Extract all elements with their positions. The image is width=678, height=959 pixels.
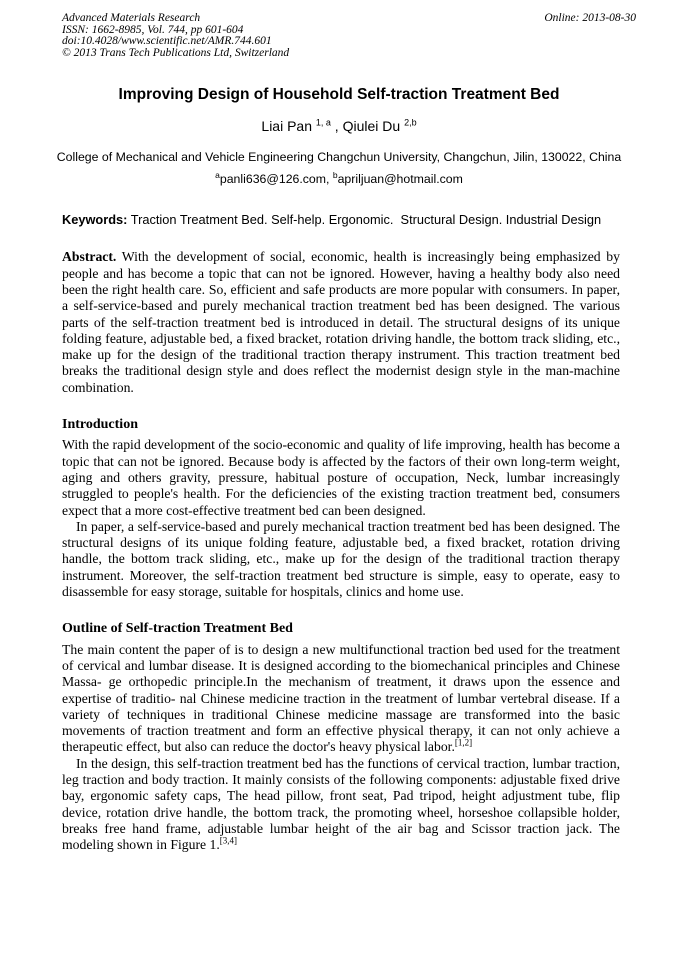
abstract-label: Abstract. (62, 249, 117, 265)
journal-name: Advanced Materials Research (62, 12, 201, 24)
email-b-superscript: b (332, 170, 338, 181)
email-a: panli636@126.com, (219, 172, 330, 187)
issn-line: ISSN: 1662-8985, Vol. 744, pp 601-604 (62, 23, 244, 36)
section-heading-introduction: Introduction (62, 417, 138, 433)
paragraph-text: In the design, this self-traction treatment bed has the functions of cervical traction, lumbar traction, leg traction and body traction. It mainly consists of the following components: adjustable fixed drive bay, ergonomic safety caps, The head pillow, front seat, Pad tripod, height adjustment tube, flip device, rotation drive handle, the bottom track, the promoting wheel, horseshoe collapsible holder, breaks free hand frame, adjustable lumbar height of the air bag and Scissor traction jack. The modeling shown in Figure 1. (62, 755, 620, 853)
email-b: apriljuan@hotmail.com (337, 172, 463, 187)
keywords-line (62, 212, 620, 227)
section-introduction-body (62, 437, 620, 600)
paragraph: In paper, a self-service-based and purely mechanical traction treatment bed has been designed. The structural designs of its unique folding feature, adjustable bed, a fixed bracket, rotation driving handle, the bottom track sliding, etc., make up for the design of the traditional traction therapy instrument. Moreover, the self-traction treatment bed structure is simple, easy to operate, easy to disassemble for easy storage, suitable for hospitals, clinics and home use. (62, 518, 620, 600)
section-heading-outline: Outline of Self-traction Treatment Bed (62, 621, 293, 637)
paragraph: With the rapid development of the socio-economic and quality of life improving, health has become a topic that can not be ignored. Because body is affected by the factors of their own long-term weight, aging and others gravity, pressure, habitual posture of occupation, Neck, lumbar increasingly struggled to people's health. For the deficiencies of the existing traction treatment bed, consumers expect that a more cost-effective treatment bed can been designed. (62, 437, 620, 518)
section-outline-body (62, 642, 620, 854)
paragraph-text: The main content the paper of is to design a new multifunctional traction bed used for the treatment of cervical and lumbar disease. It is designed according to the biomechanical principles and Chinese Massa- ge orthopedic principle.In the mechanism of treatment, it draws upon the essence and expertise of traditio- nal Chinese medicine traction in the treatment of lumbar vertebral disease. If a variety of techniques in traditional Chinese medicine massage are transformed into the basic movements of traction treatment and form an effective physical therapy, it can not only achieve a therapeutic effect, but also can reduce the doctor's heavy physical labor. (62, 641, 620, 755)
paragraph (62, 642, 620, 756)
author-1: Liai Pan (261, 118, 312, 135)
journal-header-left (62, 13, 289, 59)
authors-line (0, 118, 678, 134)
doi-line: doi:10.4028/www.scientific.net/AMR.744.601 (62, 35, 272, 48)
author-1-superscript: 1, a (315, 117, 331, 128)
online-date: Online: 2013-08-30 (544, 12, 636, 24)
author-2: Qiulei Du (342, 118, 401, 135)
authors-separator: , (330, 118, 343, 135)
citation-reference: [3,4] (219, 835, 238, 846)
journal-header (0, 0, 678, 59)
email-a-superscript: a (215, 170, 220, 181)
author-2-superscript: 2,b (404, 117, 417, 128)
paper-title: Improving Design of Household Self-traction Treatment Bed (118, 86, 560, 104)
affiliation: College of Mechanical and Vehicle Engineering Changchun University, Changchun, Jilin, 130022, China (56, 150, 622, 165)
citation-reference: [1,2] (454, 737, 473, 748)
paragraph (62, 756, 620, 854)
emails-line (0, 172, 678, 187)
keywords-text: Traction Treatment Bed. Self-help. Ergonomic. Structural Design. Industrial Design (127, 212, 602, 228)
keywords-label: Keywords: (62, 212, 128, 228)
abstract-text: With the development of social, economic, health is increasingly being emphasized by people and has become a topic that can not be ignored. However, having a healthy body also need been the right health care. So, efficient and safe products are more popular with consumers. In paper, a self-service-based and purely mechanical traction treatment bed has been designed. The various parts of the self-traction treatment bed is introduced in detail. The structural designs of its unique folding feature, adjustable bed, a fixed bracket, rotation driving handle, the bottom track sliding, etc., make up for the design of the traditional traction therapy instrument. This traction treatment bed breaks the traditional design style and does reflect the modernist design style in the man-machine combination. (62, 249, 620, 395)
abstract-block (62, 249, 620, 396)
copyright-line: © 2013 Trans Tech Publications Ltd, Switzerland (62, 46, 290, 59)
